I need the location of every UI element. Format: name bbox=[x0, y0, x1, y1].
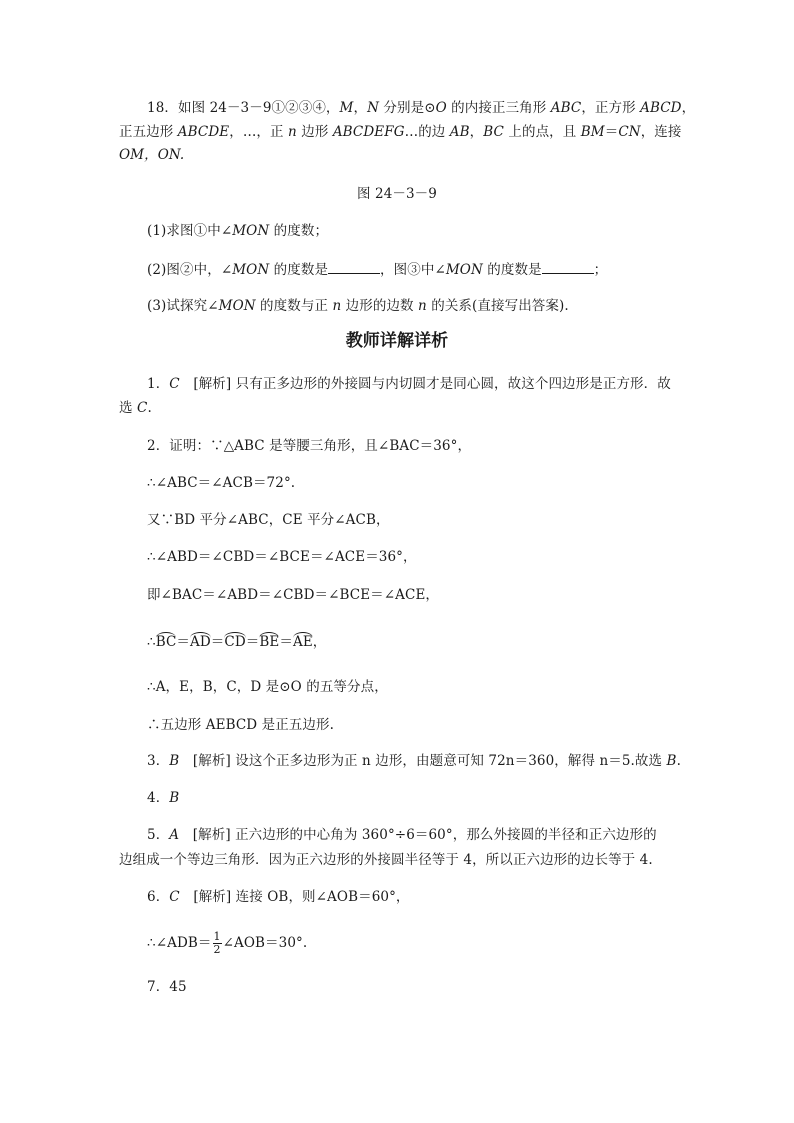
answer-2-line-1: 2．证明：∵△ABC 是等腰三角形，且∠BAC＝36°， bbox=[147, 438, 472, 454]
answer-2-line-6: ∴BC＝AD＝CD＝BE＝AE， bbox=[147, 634, 327, 650]
q18-sub-3: (3)试探究∠MON 的度数与正 n 边形的边数 n 的关系(直接写出答案). bbox=[147, 298, 569, 314]
answer-7: 7．45 bbox=[147, 979, 187, 995]
answer-4: 4．B bbox=[147, 790, 180, 806]
answer-6-line-1: 6．C [解析] 连接 OB，则∠AOB＝60°， bbox=[147, 889, 410, 905]
q18-sub-2: (2)图②中，∠MON 的度数是 ，图③中∠MON 的度数是 ； bbox=[147, 259, 607, 279]
arc-ad: AD bbox=[190, 634, 211, 650]
q18-sub-1: (1)求图①中∠MON 的度数； bbox=[147, 223, 329, 239]
figure-caption: 图 24－3－9 bbox=[357, 186, 437, 202]
answer-2-line-2: ∴∠ABC＝∠ACB＝72°. bbox=[147, 475, 296, 491]
arc-cd: CD bbox=[224, 634, 246, 650]
answer-2-line-7: ∴A，E，B，C，D 是⊙O 的五等分点， bbox=[147, 679, 388, 695]
answer-3: 3．B [解析] 设这个正多边形为正 n 边形，由题意可知 72n＝360，解得 n＝5.故选 B. bbox=[147, 753, 681, 769]
answer-2-line-4: ∴∠ABD＝∠CBD＝∠BCE＝∠ACE＝36°， bbox=[147, 549, 417, 565]
answer-2-line-5: 即∠BAC＝∠ABD＝∠CBD＝∠BCE＝∠ACE， bbox=[147, 587, 440, 603]
answer-1-line-1: 1．C [解析] 只有正多边形的外接圆与内切圆才是同心圆，故这个四边形是正方形．故 bbox=[147, 376, 671, 392]
arc-ae: AE bbox=[292, 634, 313, 650]
answer-5-line-1: 5．A [解析] 正六边形的中心角为 360°÷6＝60°，那么外接圆的半径和正六边形的 bbox=[147, 827, 657, 843]
answer-blank-1[interactable] bbox=[328, 259, 380, 274]
arc-bc: BC bbox=[155, 634, 177, 650]
answer-2-line-8: ∴五边形 AEBCD 是正五边形. bbox=[147, 717, 335, 733]
answers-title: 教师详解详析 bbox=[345, 331, 449, 351]
answer-blank-2[interactable] bbox=[542, 259, 594, 274]
q18-line-3: OM，ON. bbox=[119, 147, 185, 163]
answer-1-line-2: 选 C. bbox=[119, 400, 152, 416]
arc-be: BE bbox=[259, 634, 280, 650]
answer-6-line-2: ∴∠ADB＝ $\frac{1}{2}$ ∠AOB＝30°. bbox=[147, 930, 308, 956]
q18-line-2: 正五边形 ABCDE，…，正 n 边形 ABCDEFG…的边 AB，BC 上的点，且 BM＝CN，连接 bbox=[119, 124, 682, 140]
answer-5-line-2: 边组成一个等边三角形．因为正六边形的外接圆半径等于 4，所以正六边形的边长等于 4. bbox=[119, 852, 653, 868]
q18-line-1: 18．如图 24－3－9①②③④，M，N 分别是⊙O 的内接正三角形 ABC，正方形 ABCD， bbox=[147, 100, 696, 116]
fraction-one-half: $\frac{1}{2}$ bbox=[213, 930, 221, 956]
answer-2-line-3: 又∵BD 平分∠ABC，CE 平分∠ACB， bbox=[147, 512, 390, 528]
